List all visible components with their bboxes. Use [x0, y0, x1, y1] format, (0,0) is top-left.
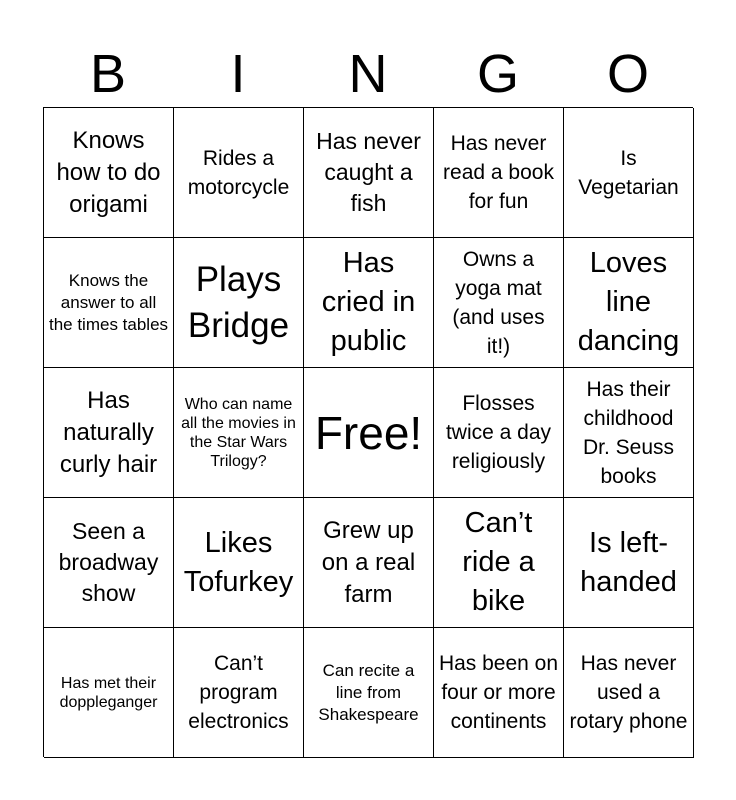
bingo-cell-r3c2[interactable]: [174, 368, 304, 498]
free-space: Free!: [314, 406, 423, 459]
bingo-cell-r2c5[interactable]: [564, 238, 694, 368]
bingo-cell-r4c2[interactable]: [174, 498, 304, 628]
bingo-cell-r2c2[interactable]: [174, 238, 304, 368]
bingo-cell-r5c2[interactable]: [174, 628, 304, 758]
bingo-cell-r1c4[interactable]: [434, 108, 564, 238]
cell-text: Flosses twice a day religiously: [445, 392, 552, 473]
bingo-cell-r3c3[interactable]: [304, 368, 434, 498]
header-letter-n: N: [348, 44, 388, 104]
cell-text: Has met their doppleganger: [59, 674, 158, 711]
bingo-cell-r4c5[interactable]: [564, 498, 694, 628]
cell-text: Loves line dancing: [577, 247, 680, 357]
cell-text: Has never used a rotary phone: [569, 652, 688, 733]
bingo-cell-r1c3[interactable]: [304, 108, 434, 238]
bingo-cell-r4c1[interactable]: [44, 498, 174, 628]
cell-text: Can’t program electronics: [188, 652, 289, 733]
cell-text: Knows how to do origami: [56, 126, 161, 218]
bingo-cell-r3c5[interactable]: [564, 368, 694, 498]
bingo-cell-r1c1[interactable]: [44, 108, 174, 238]
cell-text: Who can name all the movies in the Star Wars Trilogy?: [181, 395, 296, 470]
cell-text: Plays Bridge: [187, 259, 290, 345]
header-letter-o: O: [606, 44, 649, 104]
bingo-header: [43, 40, 693, 108]
bingo-cell-r3c1[interactable]: [44, 368, 174, 498]
bingo-cell-r5c3[interactable]: [304, 628, 434, 758]
bingo-cell-r2c3[interactable]: [304, 238, 434, 368]
bingo-cell-r2c4[interactable]: [434, 238, 564, 368]
cell-text: Seen a broadway show: [58, 518, 159, 606]
cell-text: Has been on four or more continents: [438, 652, 559, 733]
bingo-cell-r3c4[interactable]: [434, 368, 564, 498]
cell-text: Has naturally curly hair: [59, 386, 158, 478]
cell-text: Knows the answer to all the times tables: [48, 270, 169, 334]
cell-text: Grew up on a real farm: [321, 516, 416, 608]
cell-text: Likes Tofurkey: [183, 526, 294, 598]
bingo-cell-r1c2[interactable]: [174, 108, 304, 238]
cell-text: Is left-handed: [580, 526, 677, 598]
bingo-board: [43, 107, 693, 757]
bingo-cell-r5c5[interactable]: [564, 628, 694, 758]
header-letter-b: B: [89, 44, 127, 104]
cell-text: Has never read a book for fun: [443, 132, 554, 213]
cell-text: Can’t ride a bike: [462, 507, 535, 617]
cell-text: Can recite a line from Shakespeare: [318, 660, 419, 724]
cell-text: Has cried in public: [321, 247, 416, 357]
cell-text: Owns a yoga mat (and uses it!): [452, 247, 545, 358]
bingo-cell-r4c3[interactable]: [304, 498, 434, 628]
header-letter-g: G: [476, 44, 519, 104]
bingo-cell-r2c1[interactable]: [44, 238, 174, 368]
cell-text: Has their childhood Dr. Seuss books: [582, 377, 675, 488]
cell-text: Rides a motorcycle: [187, 146, 290, 199]
bingo-cell-r5c1[interactable]: [44, 628, 174, 758]
cell-text: Has never caught a fish: [316, 128, 421, 216]
bingo-cell-r1c5[interactable]: [564, 108, 694, 238]
header-letter-i: I: [230, 44, 246, 104]
bingo-cell-r5c4[interactable]: [434, 628, 564, 758]
bingo-cell-r4c4[interactable]: [434, 498, 564, 628]
cell-text: Is Vegetarian: [578, 146, 679, 199]
